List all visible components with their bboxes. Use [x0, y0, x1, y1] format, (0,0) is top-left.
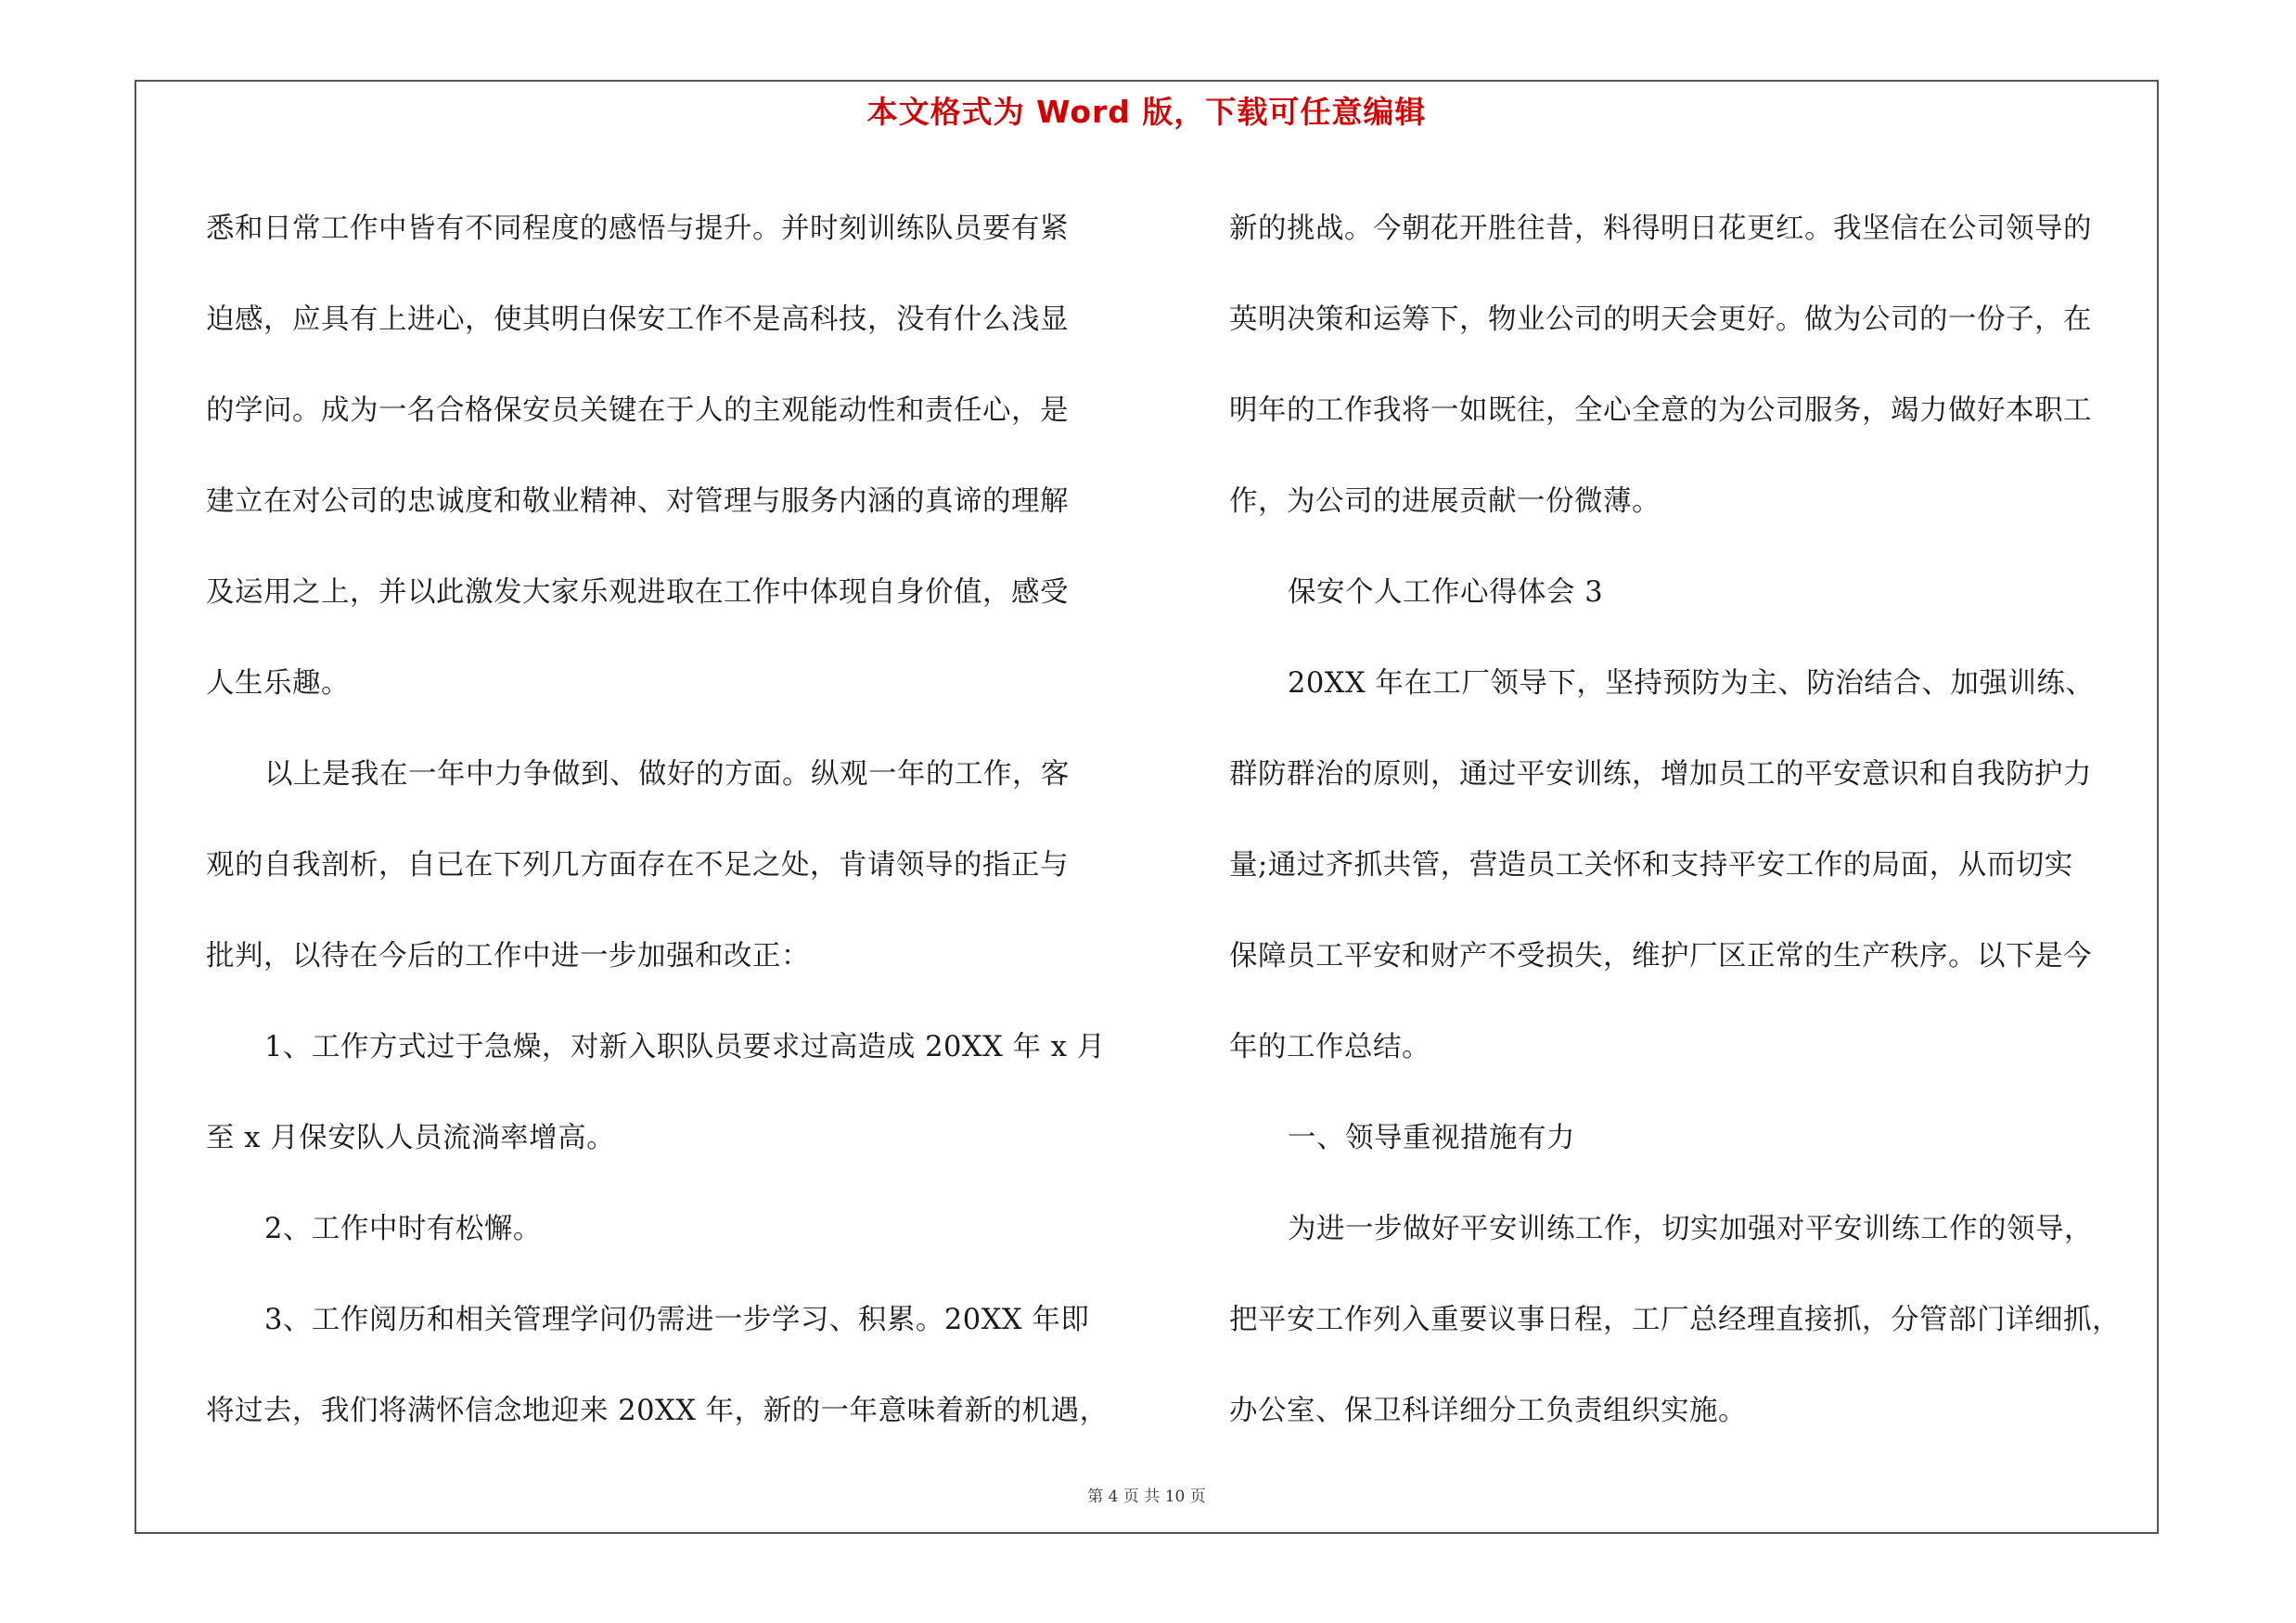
text-line: 为进一步做好平安训练工作，切实加强对平安训练工作的领导， — [1288, 1213, 2093, 1245]
format-notice-banner: 本文格式为 Word 版，下载可任意编辑 — [866, 94, 1427, 130]
right-text-column — [1229, 184, 2175, 1457]
text-line: 办公室、保卫科详细分工负责组织实施。 — [1229, 1395, 1747, 1427]
text-line: 至 x 月保安队人员流淌率增高。 — [206, 1122, 616, 1154]
text-line: 群防群治的原则，通过平安训练，增加员工的平安意识和自我防护力 — [1229, 758, 2092, 791]
text-line: 年的工作总结。 — [1229, 1031, 1430, 1063]
page-frame — [135, 80, 2159, 1534]
text-line: 观的自我剖析，自已在下列几方面存在不足之处，肯请领导的指正与 — [206, 849, 1069, 882]
text-line: 新的挑战。今朝花开胜往昔，料得明日花更红。我坚信在公司领导的 — [1229, 213, 2092, 245]
text-line: 英明决策和运筹下，物业公司的明天会更好。做为公司的一份子，在 — [1229, 303, 2092, 336]
text-line: 将过去，我们将满怀信念地迎来 20XX 年，新的一年意味着新的机遇， — [206, 1395, 1109, 1427]
text-line: 及运用之上，并以此激发大家乐观进取在工作中体现自身价值，感受 — [206, 576, 1069, 609]
text-line: 的学问。成为一名合格保安员关键在于人的主观能动性和责任心，是 — [206, 394, 1069, 427]
text-line: 悉和日常工作中皆有不同程度的感悟与提升。并时刻训练队员要有紧 — [206, 213, 1069, 245]
text-line: 把平安工作列入重要议事日程，工厂总经理直接抓，分管部门详细抓， — [1229, 1304, 2121, 1336]
page-number-footer: 第 4 页 共 10 页 — [1087, 1488, 1206, 1506]
text-line: 保安个人工作心得体会 3 — [1288, 576, 1604, 609]
left-text-column — [206, 184, 1152, 1457]
text-line: 一、领导重视措施有力 — [1288, 1122, 1575, 1154]
text-line: 作，为公司的进展贡献一份微薄。 — [1229, 485, 1661, 518]
text-line: 2、工作中时有松懈。 — [264, 1213, 542, 1245]
text-line: 3、工作阅历和相关管理学问仍需进一步学习、积累。20XX 年即 — [264, 1304, 1090, 1336]
text-line: 保障员工平安和财产不受损失，维护厂区正常的生产秩序。以下是今 — [1229, 940, 2092, 973]
text-line: 建立在对公司的忠诚度和敬业精神、对管理与服务内涵的真谛的理解 — [206, 485, 1069, 518]
text-line: 迫感，应具有上进心，使其明白保安工作不是高科技，没有什么浅显 — [206, 303, 1069, 336]
text-line: 人生乐趣。 — [206, 667, 350, 700]
text-line: 批判，以待在今后的工作中进一步加强和改正： — [206, 940, 810, 973]
text-line: 20XX 年在工厂领导下，坚持预防为主、防治结合、加强训练、 — [1288, 667, 2095, 700]
text-line: 以上是我在一年中力争做到、做好的方面。纵观一年的工作，客 — [264, 758, 1070, 791]
text-line: 量;通过齐抓共管，营造员工关怀和支持平安工作的局面，从而切实 — [1229, 849, 2073, 882]
text-line: 1、工作方式过于急燥，对新入职队员要求过高造成 20XX 年 x 月 — [264, 1031, 1106, 1063]
text-line: 明年的工作我将一如既往，全心全意的为公司服务，竭力做好本职工 — [1229, 394, 2092, 427]
